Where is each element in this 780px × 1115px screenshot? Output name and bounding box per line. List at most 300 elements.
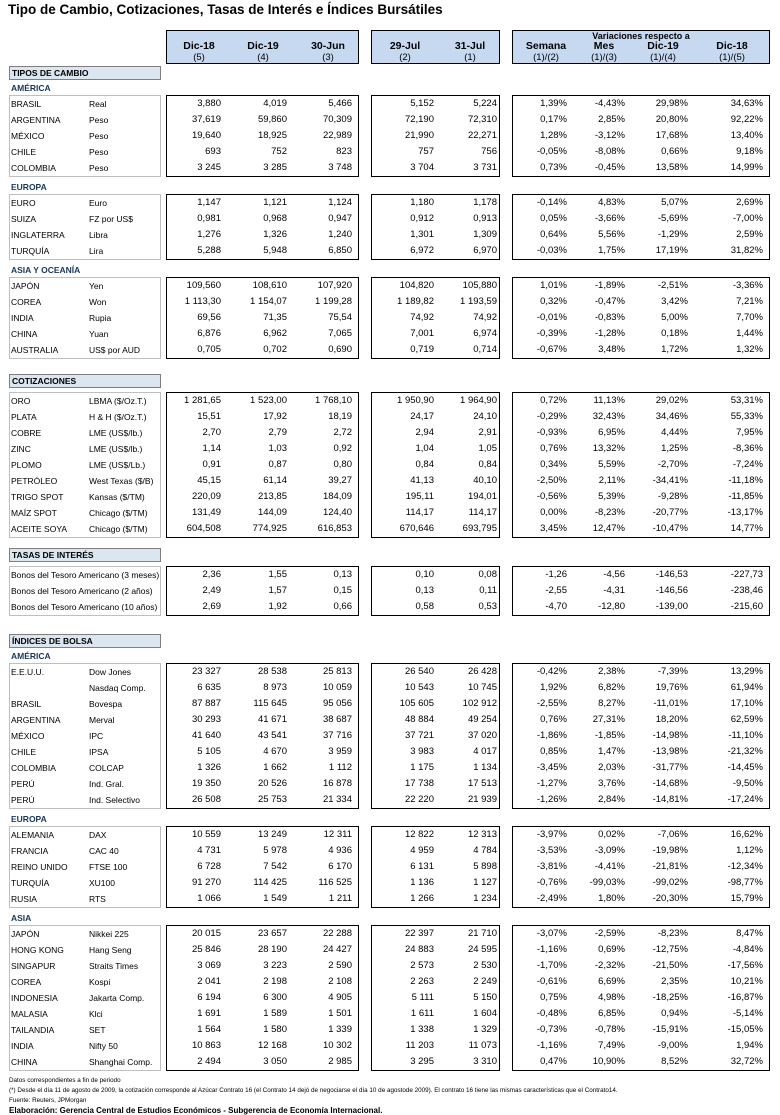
- cell-value: 0,66%: [661, 146, 688, 157]
- cell-value: -5,14%: [732, 1008, 763, 1019]
- cell-value: 30 293: [191, 714, 221, 725]
- cell-value: 13,29%: [730, 666, 763, 677]
- table-row: [0, 1006, 780, 1022]
- cell-value: 4,98%: [598, 992, 625, 1003]
- column-header: [516, 31, 576, 64]
- row-label: ARGENTINA: [11, 715, 61, 725]
- cell-value: 4,019: [263, 98, 287, 109]
- cell-value: 7,21%: [736, 296, 763, 307]
- row-unit: Peso: [89, 115, 109, 125]
- row-unit: LME (US$/Lb.): [89, 460, 146, 470]
- cell-value: 0,17%: [540, 114, 567, 125]
- cell-value: 9,18%: [736, 146, 763, 157]
- column-header-ref: (1)/(4): [650, 52, 676, 63]
- cell-value: 2 198: [263, 976, 287, 987]
- cell-value: 34,63%: [730, 98, 763, 109]
- cell-value: -9,00%: [657, 1040, 688, 1051]
- table-row: [0, 457, 780, 473]
- cell-value: 1,28%: [540, 130, 567, 141]
- cell-value: 1,01%: [540, 280, 567, 291]
- cell-value: 1,14: [202, 443, 221, 454]
- row-label: COLOMBIA: [11, 763, 56, 773]
- cell-value: -4,31: [603, 585, 625, 596]
- cell-value: 1,309: [473, 229, 497, 240]
- cell-value: -20,30%: [652, 893, 688, 904]
- cell-value: 195,11: [405, 491, 434, 502]
- group-title: AMÉRICA: [11, 83, 51, 93]
- cell-value: 670,646: [399, 523, 434, 534]
- cell-value: 0,690: [328, 344, 352, 355]
- cell-value: 3 245: [197, 162, 221, 173]
- row-unit: Lira: [89, 246, 104, 256]
- cell-value: 17,10%: [730, 698, 763, 709]
- table-row: [0, 1054, 780, 1070]
- cell-value: 32,72%: [730, 1056, 763, 1067]
- cell-value: -1,27%: [536, 778, 567, 789]
- cell-value: -0,39%: [536, 328, 567, 339]
- cell-value: 1,47%: [598, 746, 625, 757]
- cell-value: 0,05%: [540, 213, 567, 224]
- cell-value: 3 748: [328, 162, 352, 173]
- cell-value: 39,27: [328, 475, 352, 486]
- cell-value: 0,00%: [540, 507, 567, 518]
- table-row: [0, 112, 780, 128]
- cell-value: -0,45%: [594, 162, 625, 173]
- row-unit: Straits Times: [89, 961, 139, 971]
- row-label: JAPÓN: [11, 929, 40, 939]
- cell-value: 17,19%: [655, 245, 688, 256]
- cell-value: 0,13: [333, 569, 352, 580]
- cell-value: 1,44%: [736, 328, 763, 339]
- cell-value: 72,310: [467, 114, 497, 125]
- cell-value: 4 959: [410, 845, 434, 856]
- column-header: [440, 31, 500, 64]
- cell-value: 5,288: [197, 245, 221, 256]
- cell-value: 55,33%: [730, 411, 763, 422]
- cell-value: -2,55: [545, 585, 567, 596]
- cell-value: -8,23%: [657, 928, 688, 939]
- column-header-block: [166, 30, 359, 64]
- column-header-label: 31-Jul: [454, 40, 486, 52]
- cell-value: -8,36%: [732, 443, 763, 454]
- cell-value: 1,240: [328, 229, 352, 240]
- row-unit: FTSE 100: [89, 862, 128, 872]
- cell-value: 4 784: [473, 845, 497, 856]
- cell-value: 2 249: [473, 976, 497, 987]
- table-row: [0, 473, 780, 489]
- row-unit: IPSA: [89, 747, 109, 757]
- row-label: PLATA: [11, 412, 37, 422]
- cell-value: 1,326: [263, 229, 287, 240]
- cell-value: 1,80%: [598, 893, 625, 904]
- cell-value: -0,78%: [594, 1024, 625, 1035]
- cell-value: 1 193,59: [460, 296, 497, 307]
- cell-value: 10 745: [467, 682, 497, 693]
- cell-value: 693: [205, 146, 221, 157]
- row-unit: Peso: [89, 131, 109, 141]
- cell-value: 10 302: [322, 1040, 352, 1051]
- cell-value: 0,32%: [540, 296, 567, 307]
- cell-value: -21,32%: [727, 746, 763, 757]
- cell-value: 823: [336, 146, 352, 157]
- cell-value: 12 313: [467, 829, 497, 840]
- row-label: EURO: [11, 198, 36, 208]
- cell-value: 6,82%: [598, 682, 625, 693]
- cell-value: 21,990: [404, 130, 434, 141]
- cell-value: -99,02%: [652, 877, 688, 888]
- cell-value: 2 530: [473, 960, 497, 971]
- cell-value: 29,02%: [655, 395, 688, 406]
- row-label: PETRÓLEO: [11, 476, 58, 486]
- cell-value: -2,55%: [536, 698, 567, 709]
- cell-value: 7 542: [263, 861, 287, 872]
- cell-value: 24,17: [410, 411, 434, 422]
- cell-value: 1,57: [268, 585, 287, 596]
- cell-value: 109,560: [186, 280, 221, 291]
- cell-value: 6,850: [328, 245, 352, 256]
- cell-value: 2,03%: [598, 762, 625, 773]
- cell-value: 8,27%: [598, 698, 625, 709]
- row-label: INGLATERRA: [11, 230, 65, 240]
- cell-value: 26 508: [191, 794, 221, 805]
- row-label: TURQUÍA: [11, 878, 50, 888]
- cell-value: -7,24%: [732, 459, 763, 470]
- cell-value: 2 590: [328, 960, 352, 971]
- cell-value: 2 573: [410, 960, 434, 971]
- cell-value: 6 170: [328, 861, 352, 872]
- group-title: EUROPA: [11, 182, 47, 192]
- cell-value: -2,59%: [594, 928, 625, 939]
- cell-value: 757: [418, 146, 434, 157]
- column-header-ref: (1)/(5): [719, 52, 745, 63]
- cell-value: 1 134: [473, 762, 497, 773]
- cell-value: 49 254: [467, 714, 497, 725]
- cell-value: 24 427: [322, 944, 352, 955]
- cell-value: 1 281,65: [184, 395, 221, 406]
- cell-value: 0,947: [328, 213, 352, 224]
- cell-value: 1,04: [415, 443, 434, 454]
- cell-value: 6,972: [410, 245, 434, 256]
- cell-value: 3,76%: [598, 778, 625, 789]
- cell-value: 2 494: [197, 1056, 221, 1067]
- cell-value: 0,76%: [540, 443, 567, 454]
- cell-value: 92,22%: [730, 114, 763, 125]
- cell-value: 4 017: [473, 746, 497, 757]
- cell-value: 21 710: [467, 928, 497, 939]
- row-label: BRASIL: [11, 699, 42, 709]
- cell-value: 5,152: [410, 98, 434, 109]
- cell-value: 6 635: [197, 682, 221, 693]
- cell-value: 20 526: [257, 778, 287, 789]
- cell-value: 3 050: [263, 1056, 287, 1067]
- cell-value: 1 136: [410, 877, 434, 888]
- row-label: TAILANDIA: [11, 1025, 55, 1035]
- column-header-ref: (1): [464, 52, 476, 63]
- cell-value: -0,76%: [536, 877, 567, 888]
- row-unit: RTS: [89, 894, 106, 904]
- cell-value: 5,948: [263, 245, 287, 256]
- cell-value: 0,58: [415, 601, 434, 612]
- cell-value: 194,01: [467, 491, 497, 502]
- column-header-label: Semana: [525, 40, 567, 52]
- cell-value: 22,989: [322, 130, 352, 141]
- cell-value: 3,45%: [540, 523, 567, 534]
- row-unit: LBMA ($/Oz.T.): [89, 396, 147, 406]
- cell-value: 7,065: [328, 328, 352, 339]
- cell-value: 0,913: [473, 213, 497, 224]
- column-header-ref: (5): [193, 52, 205, 63]
- cell-value: 16 878: [322, 778, 352, 789]
- cell-value: 3 295: [410, 1056, 434, 1067]
- cell-value: 21 334: [322, 794, 352, 805]
- cell-value: -4,56: [603, 569, 625, 580]
- row-unit: Yen: [89, 281, 104, 291]
- cell-value: -1,70%: [536, 960, 567, 971]
- row-label: E.E.U.U.: [11, 667, 45, 677]
- column-header-ref: (1)/(2): [533, 52, 559, 63]
- cell-value: 3,48%: [598, 344, 625, 355]
- table-row: [0, 521, 780, 537]
- table-row: [0, 958, 780, 974]
- cell-value: 2 108: [328, 976, 352, 987]
- cell-value: 6,69%: [598, 976, 625, 987]
- cell-value: 1 329: [473, 1024, 497, 1035]
- row-unit: XU100: [89, 878, 115, 888]
- cell-value: 0,64%: [540, 229, 567, 240]
- cell-value: 105 605: [399, 698, 434, 709]
- column-header-label: Dic-18: [183, 40, 215, 52]
- cell-value: -14,45%: [727, 762, 763, 773]
- row-label: PERÚ: [11, 779, 35, 789]
- cell-value: -3,66%: [594, 213, 625, 224]
- cell-value: 10 559: [191, 829, 221, 840]
- table-row: [0, 990, 780, 1006]
- cell-value: 1 501: [328, 1008, 352, 1019]
- cell-value: 4 936: [328, 845, 352, 856]
- cell-value: 12 168: [257, 1040, 287, 1051]
- cell-value: 6,876: [197, 328, 221, 339]
- cell-value: 22 220: [404, 794, 434, 805]
- row-label: CHILE: [11, 147, 37, 157]
- row-label: CHINA: [11, 1057, 38, 1067]
- cell-value: -1,26%: [536, 794, 567, 805]
- cell-value: 95 056: [322, 698, 352, 709]
- row-label: COREA: [11, 297, 42, 307]
- row-label: Bonos del Tesoro Americano (10 años): [11, 602, 158, 612]
- cell-value: 59,860: [257, 114, 287, 125]
- cell-value: 13,40%: [730, 130, 763, 141]
- table-row: [0, 441, 780, 457]
- cell-value: 5,466: [328, 98, 352, 109]
- cell-value: 6,85%: [598, 1008, 625, 1019]
- table-row: [0, 792, 780, 808]
- table-row: [0, 1038, 780, 1054]
- cell-value: -21,50%: [652, 960, 688, 971]
- cell-value: 1,75%: [598, 245, 625, 256]
- row-unit: Ind. Gral.: [89, 779, 124, 789]
- cell-value: 0,73%: [540, 162, 567, 173]
- cell-value: 1,147: [197, 197, 221, 208]
- cell-value: -12,75%: [652, 944, 688, 955]
- cell-value: 2 263: [410, 976, 434, 987]
- cell-value: 45,15: [197, 475, 221, 486]
- cell-value: 24 595: [467, 944, 497, 955]
- cell-value: -0,03%: [536, 245, 567, 256]
- cell-value: -1,85%: [594, 730, 625, 741]
- cell-value: 0,02%: [598, 829, 625, 840]
- cell-value: -2,51%: [657, 280, 688, 291]
- row-unit: CAC 40: [89, 846, 119, 856]
- cell-value: -12,80: [598, 601, 625, 612]
- row-unit: Hang Seng: [89, 945, 132, 955]
- cell-value: -20,77%: [652, 507, 688, 518]
- cell-value: 12 311: [323, 829, 352, 840]
- cell-value: 774,925: [252, 523, 287, 534]
- cell-value: 13,58%: [655, 162, 688, 173]
- row-unit: LME (US$/lb.): [89, 428, 143, 438]
- row-label: SUIZA: [11, 214, 37, 224]
- cell-value: 1 113,30: [184, 296, 221, 307]
- cell-value: 12,47%: [592, 523, 625, 534]
- column-header: [298, 31, 358, 64]
- cell-value: 0,76%: [540, 714, 567, 725]
- cell-value: 5 150: [473, 992, 497, 1003]
- cell-value: -0,47%: [594, 296, 625, 307]
- cell-value: -0,01%: [536, 312, 567, 323]
- table-row: [0, 875, 780, 891]
- cell-value: 14,99%: [730, 162, 763, 173]
- cell-value: 32,43%: [592, 411, 625, 422]
- row-label: AUSTRALIA: [11, 345, 59, 355]
- cell-value: 17,92: [263, 411, 287, 422]
- cell-value: -1,89%: [594, 280, 625, 291]
- cell-value: 25 813: [322, 666, 352, 677]
- row-unit: Euro: [89, 198, 107, 208]
- cell-value: 87 887: [191, 698, 221, 709]
- cell-value: 1 266: [410, 893, 434, 904]
- cell-value: 1,03: [268, 443, 287, 454]
- cell-value: -139,00: [655, 601, 688, 612]
- cell-value: 6 300: [263, 992, 287, 1003]
- cell-value: 10 543: [404, 682, 434, 693]
- row-label: HONG KONG: [11, 945, 64, 955]
- cell-value: -8,23%: [594, 507, 625, 518]
- cell-value: -0,14%: [536, 197, 567, 208]
- cell-value: 22,271: [467, 130, 497, 141]
- cell-value: 72,190: [404, 114, 434, 125]
- table-row: [0, 728, 780, 744]
- cell-value: 37 716: [322, 730, 352, 741]
- cell-value: 11 073: [468, 1040, 497, 1051]
- cell-value: 0,714: [473, 344, 497, 355]
- cell-value: -34,41%: [652, 475, 688, 486]
- row-unit: West Texas ($/B): [89, 476, 154, 486]
- cell-value: -18,25%: [652, 992, 688, 1003]
- row-label: COBRE: [11, 428, 42, 438]
- cell-value: 14,77%: [730, 523, 763, 534]
- cell-value: 124,40: [322, 507, 352, 518]
- row-label: PLOMO: [11, 460, 42, 470]
- cell-value: -10,47%: [652, 523, 688, 534]
- cell-value: 18,925: [257, 130, 287, 141]
- cell-value: 1 066: [197, 893, 221, 904]
- cell-value: 6,974: [473, 328, 497, 339]
- row-unit: Dow Jones: [89, 667, 132, 677]
- cell-value: 5 978: [263, 845, 287, 856]
- column-header-label: 29-Jul: [389, 40, 421, 52]
- cell-value: -9,50%: [732, 778, 763, 789]
- cell-value: 69,56: [197, 312, 221, 323]
- cell-value: 0,87: [268, 459, 287, 470]
- cell-value: 1 175: [410, 762, 434, 773]
- cell-value: 116 525: [318, 877, 352, 888]
- cell-value: 0,69%: [598, 944, 625, 955]
- cell-value: -15,91%: [652, 1024, 688, 1035]
- section-title: COTIZACIONES: [9, 374, 161, 388]
- cell-value: -99,03%: [589, 877, 625, 888]
- cell-value: 1 234: [473, 893, 497, 904]
- cell-value: 114,17: [405, 507, 434, 518]
- cell-value: 70,309: [322, 114, 352, 125]
- cell-value: 0,705: [197, 344, 221, 355]
- cell-value: 21 939: [467, 794, 497, 805]
- cell-value: 1 189,82: [397, 296, 434, 307]
- cell-value: 31,82%: [730, 245, 763, 256]
- table-row: [0, 583, 780, 599]
- group-title: AMÉRICA: [11, 651, 51, 661]
- cell-value: -7,00%: [732, 213, 763, 224]
- cell-value: -1,16%: [536, 1040, 567, 1051]
- cell-value: 1 564: [197, 1024, 221, 1035]
- cell-value: 19,76%: [655, 682, 688, 693]
- cell-value: 2,69: [202, 601, 221, 612]
- cell-value: 8 973: [263, 682, 287, 693]
- cell-value: 3 223: [263, 960, 287, 971]
- cell-value: -3,45%: [536, 762, 567, 773]
- cell-value: 10,21%: [730, 976, 763, 987]
- column-header-ref: (1)/(3): [591, 52, 617, 63]
- cell-value: -0,56%: [536, 491, 567, 502]
- row-label: COLOMBIA: [11, 163, 56, 173]
- row-unit: Jakarta Comp.: [89, 993, 145, 1003]
- cell-value: 105,880: [462, 280, 497, 291]
- row-unit: Libra: [89, 230, 108, 240]
- cell-value: 17,68%: [655, 130, 688, 141]
- cell-value: 1,12%: [736, 845, 763, 856]
- cell-value: 1 338: [410, 1024, 434, 1035]
- row-label: TURQUÍA: [11, 246, 50, 256]
- row-unit: Bovespa: [89, 699, 123, 709]
- cell-value: -0,67%: [536, 344, 567, 355]
- cell-value: 74,92: [473, 312, 497, 323]
- cell-value: 41 640: [191, 730, 221, 741]
- column-header-label: Dic-18: [716, 40, 748, 52]
- cell-value: 18,19: [328, 411, 352, 422]
- cell-value: 1 326: [197, 762, 221, 773]
- credit-line: Elaboración: Gerencia Central de Estudios Económicos - Subgerencia de Economía Internacional.: [9, 1106, 383, 1115]
- cell-value: -17,56%: [727, 960, 763, 971]
- cell-value: 37,619: [191, 114, 221, 125]
- row-label: ACEITE SOYA: [11, 524, 68, 534]
- cell-value: -98,77%: [727, 877, 763, 888]
- cell-value: 1,301: [410, 229, 434, 240]
- column-header-block: [371, 30, 500, 64]
- cell-value: 1,180: [410, 197, 434, 208]
- table-row: [0, 974, 780, 990]
- cell-value: 16,62%: [730, 829, 763, 840]
- cell-value: -2,49%: [536, 893, 567, 904]
- cell-value: -1,86%: [536, 730, 567, 741]
